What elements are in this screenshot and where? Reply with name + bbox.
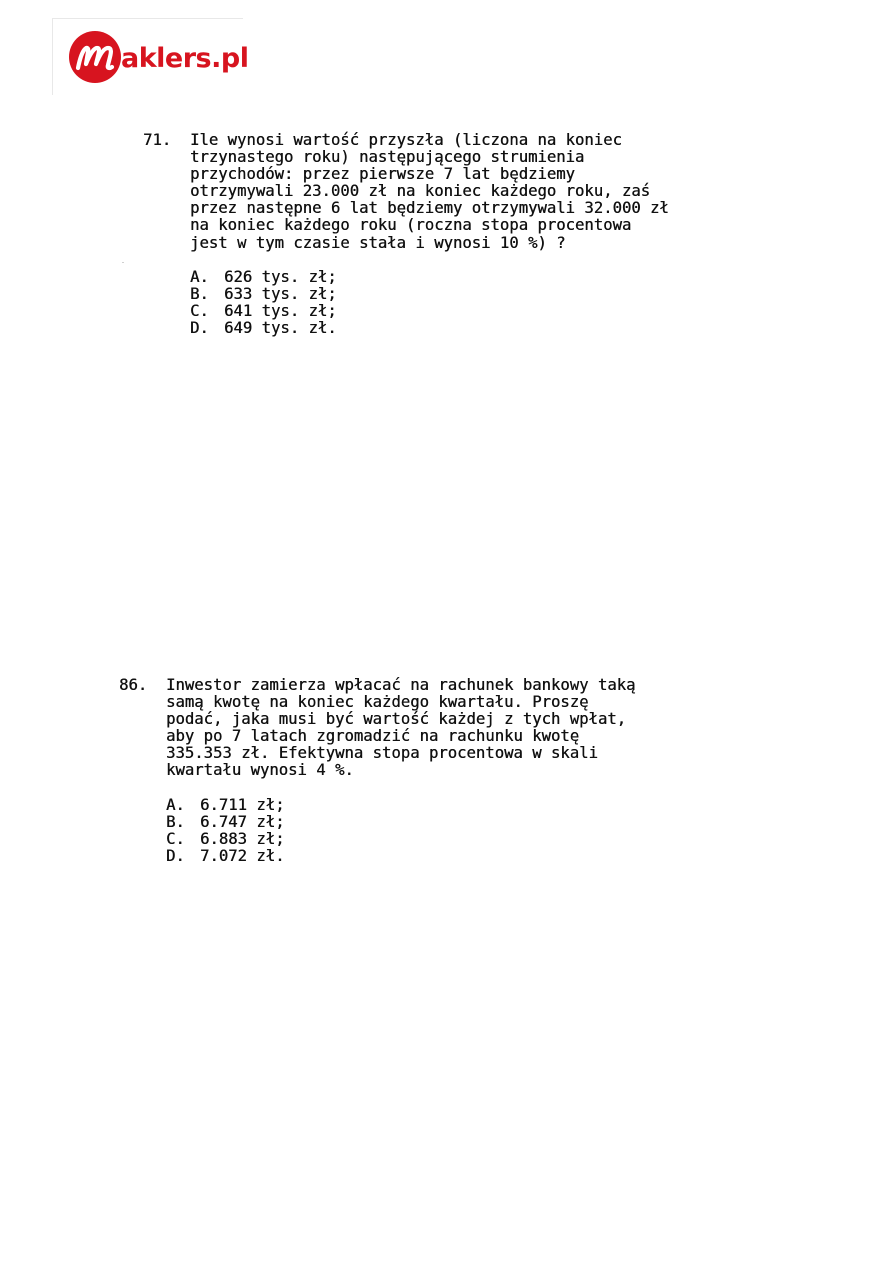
question-86 xyxy=(119,677,635,865)
option-text: 626 tys. zł; xyxy=(224,267,337,286)
maklers-logo xyxy=(52,18,249,95)
answer-option-b xyxy=(143,286,669,303)
answer-option-c xyxy=(143,303,669,320)
question-line xyxy=(143,149,669,166)
option-text: 649 tys. zł. xyxy=(224,318,337,337)
question-text: jest w tym czasie stała i wynosi 10 %) ? xyxy=(190,233,566,252)
answer-options xyxy=(143,269,669,337)
question-text: podać, jaka musi być wartość każdej z tych wpłat, xyxy=(166,710,627,729)
question-number: 86. xyxy=(119,676,148,694)
answer-option-d xyxy=(119,848,635,865)
option-letter: A. xyxy=(166,795,185,814)
question-line xyxy=(119,762,635,779)
question-line xyxy=(119,694,635,711)
question-line xyxy=(119,728,635,745)
option-letter: D. xyxy=(166,846,185,865)
question-text: Ile wynosi wartość przyszła (liczona na koniec xyxy=(190,131,622,149)
answer-option-a xyxy=(119,797,635,814)
scan-artifact xyxy=(122,262,124,263)
option-text: 633 tys. zł; xyxy=(224,284,337,303)
logo-wordmark: aklers.pl xyxy=(121,43,249,74)
answer-option-b xyxy=(119,814,635,831)
question-text: samą kwotę na koniec każdego kwartału. Proszę xyxy=(166,693,589,712)
option-letter: C. xyxy=(190,301,209,320)
question-line xyxy=(143,200,669,217)
question-number: 71. xyxy=(143,131,172,149)
question-text: 335.353 zł. Efektywna stopa procentowa w skali xyxy=(166,744,598,763)
question-text: przez następne 6 lat będziemy otrzymywali 32.000 zł xyxy=(190,199,669,218)
option-text: 641 tys. zł; xyxy=(224,301,337,320)
answer-option-d xyxy=(143,320,669,337)
option-text: 6.747 zł; xyxy=(200,812,285,831)
question-text: przychodów: przez pierwsze 7 lat będziemy xyxy=(190,165,575,184)
option-letter: B. xyxy=(166,812,185,831)
option-letter: C. xyxy=(166,829,185,848)
question-71 xyxy=(143,132,669,337)
option-text: 7.072 zł. xyxy=(200,846,285,865)
question-line xyxy=(143,132,669,149)
question-line xyxy=(143,183,669,200)
question-text: aby po 7 latach zgromadzić na rachunku kwotę xyxy=(166,727,580,746)
answer-option-c xyxy=(119,831,635,848)
question-line xyxy=(119,677,635,694)
maklers-m-logo-icon xyxy=(68,30,122,84)
question-text: kwartału wynosi 4 %. xyxy=(166,761,354,780)
question-line xyxy=(143,217,669,234)
option-letter: A. xyxy=(190,267,209,286)
answer-options xyxy=(119,797,635,865)
option-text: 6.883 zł; xyxy=(200,829,285,848)
question-line xyxy=(143,166,669,183)
question-line xyxy=(119,745,635,762)
question-text: otrzymywali 23.000 zł na koniec każdego roku, zaś xyxy=(190,182,651,201)
option-letter: D. xyxy=(190,318,209,337)
question-line xyxy=(119,711,635,728)
option-letter: B. xyxy=(190,284,209,303)
answer-option-a xyxy=(143,269,669,286)
question-text: trzynastego roku) następującego strumienia xyxy=(190,148,585,167)
option-text: 6.711 zł; xyxy=(200,795,285,814)
question-text: Inwestor zamierza wpłacać na rachunek bankowy taką xyxy=(166,676,636,694)
question-line xyxy=(143,235,669,252)
question-text: na koniec każdego roku (roczna stopa procentowa xyxy=(190,216,632,235)
